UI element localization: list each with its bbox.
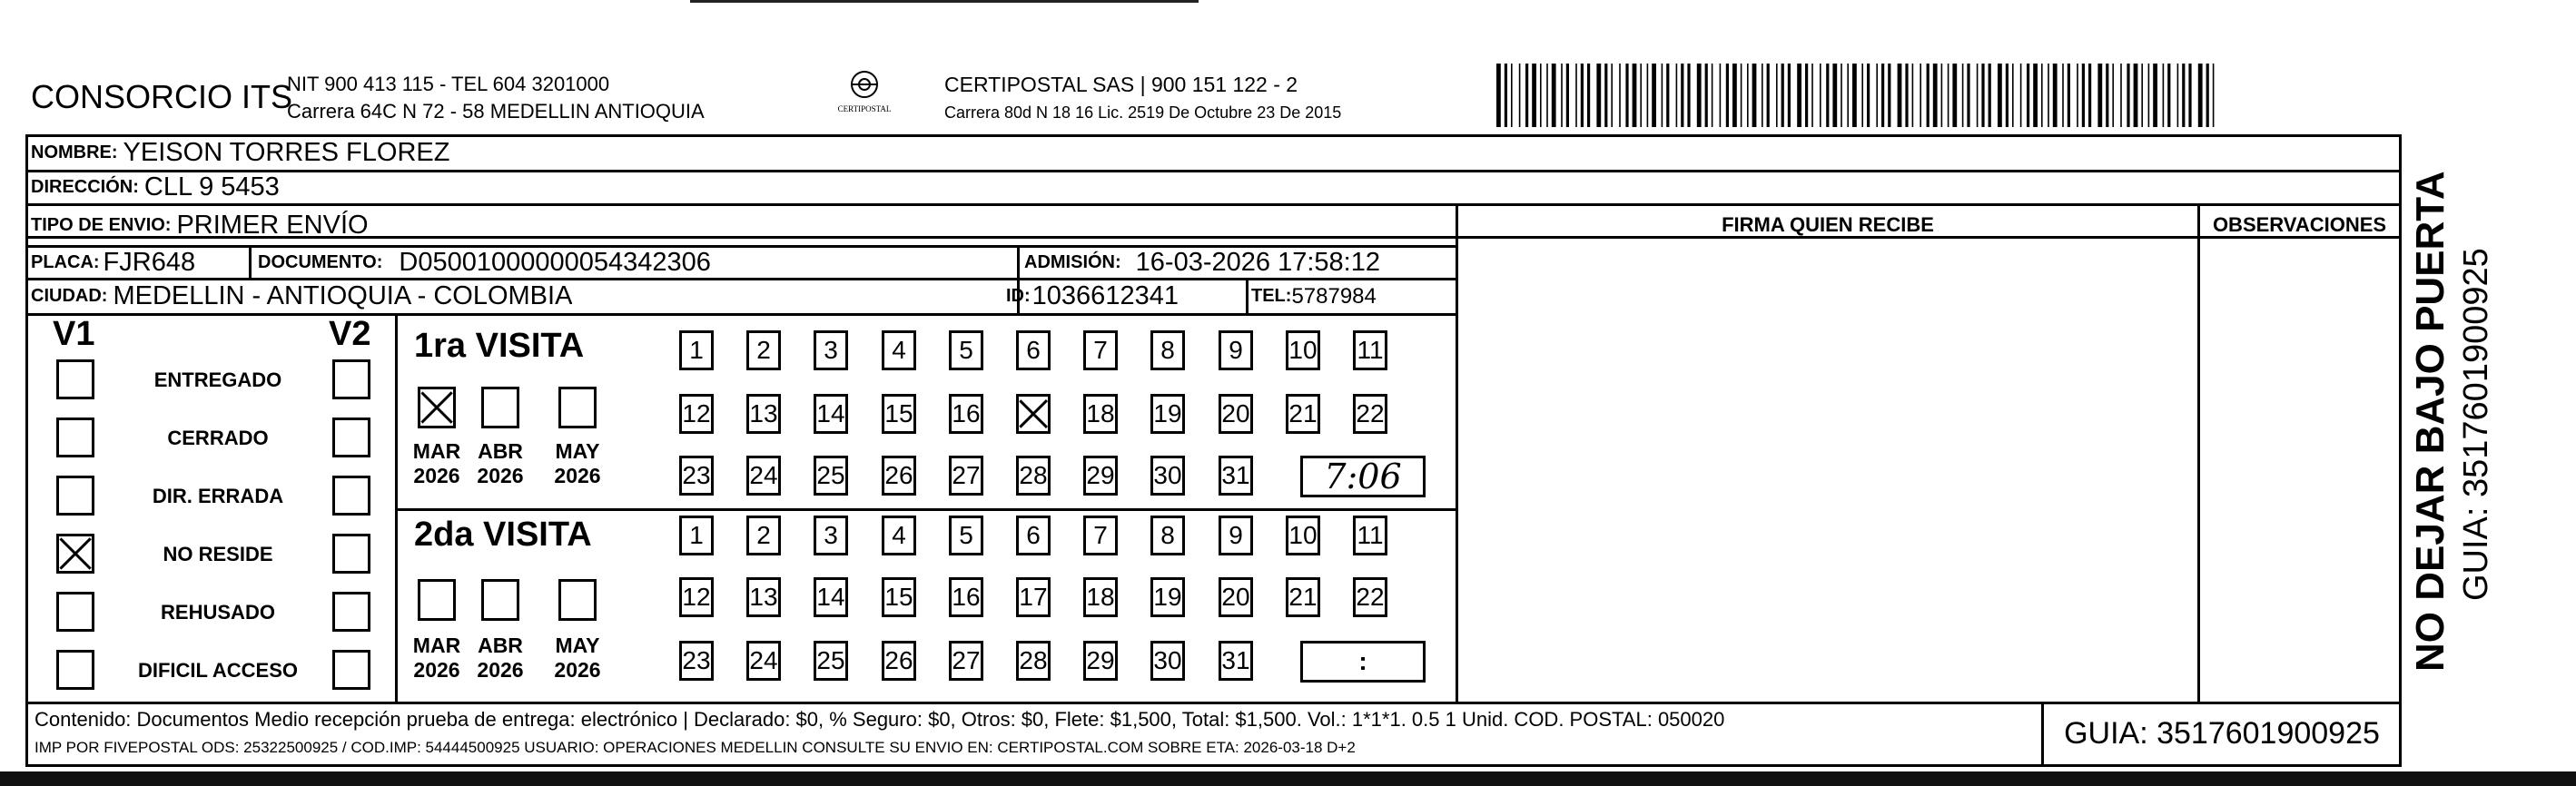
barcode-bar <box>1687 64 1690 127</box>
barcode-bar <box>1898 64 1902 127</box>
tipo-envio-label: TIPO DE ENVIO: <box>31 214 172 235</box>
visit2-day-box[interactable]: 30 <box>1150 641 1185 681</box>
month-year: 2026 <box>554 464 601 487</box>
barcode-bar <box>1619 64 1621 127</box>
tel-value: 5787984 <box>1291 283 1377 309</box>
v2-checkbox[interactable] <box>332 476 370 516</box>
barcode-bar <box>2053 64 2058 127</box>
barcode-bar <box>1852 64 1857 127</box>
ciudad-label: CIUDAD: <box>31 286 108 306</box>
visit2-day-box[interactable]: 24 <box>746 641 781 681</box>
scan-artifact-bottom <box>0 771 2576 786</box>
v1-checkbox[interactable] <box>56 534 94 574</box>
visit2-day-box[interactable]: 8 <box>1150 516 1185 555</box>
visit2-time-box[interactable] <box>1300 641 1426 683</box>
barcode-bar <box>1941 64 1943 127</box>
barcode-bar <box>2048 64 2049 127</box>
visit1-day-box[interactable]: 31 <box>1219 456 1253 496</box>
barcode-bar <box>1496 64 1501 127</box>
barcode-bar <box>2213 64 2215 127</box>
visit2-day-box[interactable]: 25 <box>814 641 848 681</box>
barcode-bar <box>1752 64 1757 127</box>
visit2-day-box[interactable]: 18 <box>1083 577 1118 617</box>
visit2-day-box[interactable]: 29 <box>1083 641 1118 681</box>
barcode-bar <box>1876 64 1878 127</box>
visit1-day-box[interactable]: 13 <box>746 394 781 434</box>
barcode-bar <box>1952 64 1957 127</box>
v2-checkbox[interactable] <box>332 592 370 632</box>
visit2-day-box[interactable]: 9 <box>1219 516 1253 555</box>
visit2-month-checkbox[interactable] <box>481 579 519 621</box>
barcode-bar <box>1511 64 1513 127</box>
visit1-month-label <box>546 439 609 488</box>
barcode-bar <box>2041 64 2043 127</box>
visit2-day-box[interactable]: 5 <box>949 516 983 555</box>
visit1-day-box[interactable]: 15 <box>882 394 916 434</box>
company-address: Carrera 64C N 72 - 58 MEDELLIN ANTIOQUIA <box>287 100 705 123</box>
barcode-bar <box>2012 64 2014 127</box>
visit1-month-checkbox[interactable] <box>481 387 519 428</box>
admision-value: 16-03-2026 17:58:12 <box>1135 247 1380 277</box>
month-year: 2026 <box>413 464 460 487</box>
nombre-row <box>31 136 449 170</box>
barcode-bar <box>1933 64 1938 127</box>
barcode-bar <box>1867 64 1870 127</box>
barcode-bar <box>1920 64 1921 127</box>
barcode-bar <box>1776 64 1778 127</box>
v2-checkbox[interactable] <box>332 418 370 457</box>
barcode-bar <box>1781 64 1784 127</box>
visit2-day-box[interactable]: 3 <box>814 516 848 555</box>
visit1-day-box[interactable]: 30 <box>1150 456 1185 496</box>
visit2-day-box[interactable]: 10 <box>1286 516 1320 555</box>
barcode-bar <box>1575 64 1577 127</box>
side-guia: GUIA: 3517601900925 <box>2457 248 2495 601</box>
visit2-day-box[interactable]: 28 <box>1016 641 1051 681</box>
month-year: 2026 <box>554 658 601 682</box>
visit2-day-box[interactable]: 19 <box>1150 577 1185 617</box>
visit1-day-box[interactable]: 7 <box>1083 330 1118 370</box>
barcode-bar <box>1611 64 1613 127</box>
barcode-bar <box>1697 64 1702 127</box>
nombre-label: NOMBRE: <box>31 142 118 162</box>
visit1-month-label <box>405 439 469 488</box>
visit1-day-box[interactable]: 5 <box>949 330 983 370</box>
visit2-month-checkbox[interactable] <box>418 579 456 621</box>
visit1-day-box[interactable]: 16 <box>949 394 983 434</box>
visit1-day-box[interactable]: 12 <box>679 394 714 434</box>
visit1-day-box[interactable]: 28 <box>1016 456 1051 496</box>
barcode-bar <box>2148 64 2150 127</box>
company-nit: NIT 900 413 115 - TEL 604 3201000 <box>287 73 610 95</box>
visit1-day-box[interactable]: 14 <box>814 394 848 434</box>
month-name: MAY <box>555 439 600 463</box>
barcode-bar <box>2141 64 2143 127</box>
visit2-time: : <box>1358 647 1367 675</box>
barcode-bar <box>1927 64 1930 127</box>
barcode-bar <box>1998 64 2002 127</box>
visit2-day-box[interactable]: 21 <box>1286 577 1320 617</box>
v2-checkbox[interactable] <box>332 534 370 574</box>
visit1-day-box[interactable]: 11 <box>1353 330 1387 370</box>
id-label: ID: <box>1006 286 1031 306</box>
barcode-bar <box>1625 64 1628 127</box>
visit1-day-box[interactable]: 18 <box>1083 394 1118 434</box>
barcode-bar <box>1732 64 1737 127</box>
barcode-bar <box>1788 64 1791 127</box>
placa-cell <box>31 247 195 278</box>
barcode-bar <box>2062 64 2064 127</box>
barcode-bar <box>1540 64 1542 127</box>
visit2-day-box[interactable]: 6 <box>1016 516 1051 555</box>
visit1-day-box[interactable]: 3 <box>814 330 848 370</box>
visit1-day-box[interactable] <box>1016 394 1051 434</box>
footer-contenido: Contenido: Documentos Medio recepción prueba de entrega: electrónico | Declarado: $0, % Seguro: $0, Otros: $0, Flete: $1,500, Total: $1,500. Vol.: 1*1*1. 0.5 1 Unid. COD. POSTAL: 050020 <box>35 708 1725 731</box>
firma-header <box>1458 205 2197 245</box>
visit2-month-label <box>469 634 532 683</box>
barcode-bar <box>2167 64 2170 127</box>
month-name: ABR <box>478 634 523 657</box>
barcode-bar <box>1811 64 1813 127</box>
barcode-bar <box>1912 64 1914 127</box>
month-name: ABR <box>478 439 523 463</box>
barcode-bar <box>1676 64 1678 127</box>
month-name: MAR <box>412 439 461 463</box>
visit1-day-box[interactable]: 6 <box>1016 330 1051 370</box>
footer-guia-cell <box>2045 703 2399 764</box>
visit2-day-box[interactable]: 27 <box>949 641 983 681</box>
visit2-day-box[interactable]: 13 <box>746 577 781 617</box>
barcode-bar <box>1581 64 1584 127</box>
visit1-title: 1ra VISITA <box>414 327 585 365</box>
visit1-day-box[interactable]: 10 <box>1286 330 1320 370</box>
v2-checkbox[interactable] <box>332 359 370 399</box>
visit2-title: 2da VISITA <box>414 516 592 554</box>
barcode-bar <box>2088 64 2091 127</box>
logo-text: CERTIPOSTAL <box>837 104 892 113</box>
barcode-bar <box>1767 64 1770 127</box>
visit1-day-box[interactable]: 1 <box>679 330 714 370</box>
visit2-day-box[interactable]: 31 <box>1219 641 1253 681</box>
admision-cell <box>1024 247 1380 278</box>
barcode-bar <box>1604 64 1607 127</box>
ciudad-cell <box>31 280 572 313</box>
barcode-bar <box>1705 64 1708 127</box>
v2-checkbox[interactable] <box>332 650 370 690</box>
barcode-bar <box>1633 64 1637 127</box>
visit2-month-label <box>405 634 469 683</box>
nombre-value: YEISON TORRES FLOREZ <box>123 138 450 167</box>
visit2-day-box[interactable]: 12 <box>679 577 714 617</box>
status-label: DIR. ERRADA <box>152 485 284 507</box>
barcode-bar <box>2120 64 2122 127</box>
v1-checkbox[interactable] <box>56 592 94 632</box>
visit1-day-box[interactable]: 20 <box>1219 394 1253 434</box>
barcode-bar <box>1977 64 1979 127</box>
barcode-bar <box>1532 64 1536 127</box>
visit2-month-checkbox[interactable] <box>558 579 597 621</box>
visit1-day-box[interactable]: 26 <box>882 456 916 496</box>
month-name: MAY <box>555 634 600 657</box>
barcode-bar <box>1832 64 1837 127</box>
barcode-bar <box>1905 64 1908 127</box>
firma-header-text: FIRMA QUIEN RECIBE <box>1722 213 1934 236</box>
side-no-dejar: NO DEJAR BAJO PUERTA <box>2408 171 2453 672</box>
barcode-svg <box>1496 64 2223 127</box>
footer-imp: IMP POR FIVEPOSTAL ODS: 25322500925 / COD.IMP: 54444500925 USUARIO: OPERACIONES MEDELLIN CONSULTE SU ENVIO EN: CERTIPOSTAL.COM SOBRE ETA: 2026-03-18 D+2 <box>35 739 1356 756</box>
observaciones-header-text: OBSERVACIONES <box>2212 213 2387 236</box>
company-name: CONSORCIO ITS <box>31 78 293 115</box>
v1-checkbox[interactable] <box>56 476 94 516</box>
visit2-day-box[interactable]: 2 <box>746 516 781 555</box>
id-value: 1036612341 <box>1031 281 1179 310</box>
direccion-label: DIRECCIÓN: <box>31 177 139 197</box>
barcode-bar <box>1741 64 1742 127</box>
barcode-bar <box>1561 64 1563 127</box>
status-label: NO RESIDE <box>163 543 273 565</box>
visit1-day-box[interactable]: 22 <box>1353 394 1387 434</box>
barcode-bar <box>1881 64 1884 127</box>
visit1-month-checkbox[interactable] <box>558 387 597 428</box>
barcode-bar <box>2127 64 2129 127</box>
barcode-bar <box>2112 64 2114 127</box>
certipostal-line2: Carrera 80d N 18 16 Lic. 2519 De Octubre 23 De 2015 <box>944 103 1342 122</box>
barcode-bar <box>1681 64 1683 127</box>
barcode-bar <box>1962 64 1964 127</box>
visit1-month-label <box>469 439 532 488</box>
visit1-day-box[interactable]: 4 <box>882 330 916 370</box>
visit2-day-box[interactable]: 22 <box>1353 577 1387 617</box>
scan-artifact-top <box>690 0 1199 3</box>
month-year: 2026 <box>413 658 460 682</box>
barcode-bar <box>1652 64 1656 127</box>
barcode-bar <box>1762 64 1763 127</box>
barcode-bar <box>1720 64 1722 127</box>
documento-label: DOCUMENTO: <box>258 251 383 272</box>
status-label: CERRADO <box>167 427 269 449</box>
barcode-bar <box>1989 64 1991 127</box>
direccion-value: CLL 9 5453 <box>143 172 280 201</box>
barcode-bar <box>2106 64 2108 127</box>
observaciones-header <box>2200 205 2399 245</box>
visit2-day-box[interactable]: 14 <box>814 577 848 617</box>
barcode-bar <box>1981 64 1984 127</box>
barcode-bar <box>1861 64 1863 127</box>
barcode-bar <box>1505 64 1507 127</box>
v2-header: V2 <box>329 315 371 353</box>
footer-guia: GUIA: 3517601900925 <box>2064 716 2380 751</box>
barcode-bar <box>1841 64 1842 127</box>
visit2-day-box[interactable]: 15 <box>882 577 916 617</box>
visit2-month-label <box>546 634 609 683</box>
visit1-day-box[interactable]: 21 <box>1286 394 1320 434</box>
certipostal-line1: CERTIPOSTAL SAS | 900 151 122 - 2 <box>944 73 1298 96</box>
visit1-day-box[interactable]: 9 <box>1219 330 1253 370</box>
visit1-time: 7:06 <box>1324 457 1402 496</box>
barcode-bar <box>1797 64 1801 127</box>
barcode-bar <box>1552 64 1556 127</box>
status-label: ENTREGADO <box>153 368 282 391</box>
visit1-month-checkbox[interactable] <box>418 387 456 428</box>
barcode-bar <box>2027 64 2029 127</box>
barcode-bar <box>1967 64 1969 127</box>
barcode-bar <box>2082 64 2085 127</box>
barcode-bar <box>2177 64 2179 127</box>
barcode-bar <box>2077 64 2078 127</box>
barcode-bar <box>2206 64 2209 127</box>
tipo-envio-value: PRIMER ENVÍO <box>176 210 369 240</box>
barcode-bar <box>1948 64 1949 127</box>
ciudad-value: MEDELLIN - ANTIOQUIA - COLOMBIA <box>113 281 573 310</box>
visit1-time-box[interactable] <box>1300 456 1426 497</box>
status-label: DIFICIL ACCESO <box>137 659 298 682</box>
placa-value: FJR648 <box>103 247 196 277</box>
barcode-bar <box>1525 64 1528 127</box>
v1-header: V1 <box>53 315 95 353</box>
barcode-bar <box>1647 64 1649 127</box>
admision-label: ADMISIÓN: <box>1024 251 1121 272</box>
visit1-day-box[interactable]: 19 <box>1150 394 1185 434</box>
visit1-day-box[interactable]: 23 <box>679 456 714 496</box>
visit1-day-box[interactable]: 8 <box>1150 330 1185 370</box>
status-label: REHUSADO <box>161 601 275 624</box>
month-year: 2026 <box>477 464 524 487</box>
barcode-bar <box>1587 64 1590 127</box>
barcode-bar <box>1519 64 1521 127</box>
certipostal-logo <box>828 69 901 123</box>
visit2-day-box[interactable]: 16 <box>949 577 983 617</box>
certipostal-logo-icon <box>846 69 883 100</box>
barcode-bar <box>2182 64 2185 127</box>
barcode-bar <box>2033 64 2038 127</box>
barcode-bar <box>1566 64 1569 127</box>
visit2-day-box[interactable]: 1 <box>679 516 714 555</box>
visit1-day-box[interactable]: 2 <box>746 330 781 370</box>
barcode-bar <box>1640 64 1642 127</box>
month-name: MAR <box>412 634 461 657</box>
barcode-bar <box>1546 64 1548 127</box>
direccion-row <box>31 172 280 203</box>
barcode-bar <box>2163 64 2165 127</box>
visit2-day-box[interactable]: 17 <box>1016 577 1051 617</box>
placa-label: PLACA: <box>31 251 100 272</box>
visit2-day-box[interactable]: 11 <box>1353 516 1387 555</box>
visit2-day-box[interactable]: 26 <box>882 641 916 681</box>
month-year: 2026 <box>477 658 524 682</box>
v1-checkbox[interactable] <box>56 359 94 399</box>
v1-checkbox[interactable] <box>56 650 94 690</box>
barcode-bar <box>1666 64 1669 127</box>
documento-value: D05001000000054342306 <box>399 247 711 277</box>
visit2-day-box[interactable]: 23 <box>679 641 714 681</box>
barcode-bar <box>1820 64 1821 127</box>
barcode-bar <box>2097 64 2102 127</box>
barcode-bar <box>1712 64 1713 127</box>
id-cell <box>1006 280 1179 313</box>
barcode-bar <box>1596 64 1601 127</box>
barcode-bar <box>1726 64 1729 127</box>
barcode-bar <box>1662 64 1663 127</box>
barcode-bar <box>1826 64 1829 127</box>
barcode-bar <box>2188 64 2191 127</box>
barcode-bar <box>2198 64 2203 127</box>
tipo-envio-row <box>31 209 369 241</box>
visit1-day-box[interactable]: 29 <box>1083 456 1118 496</box>
barcode-bar <box>2020 64 2022 127</box>
barcode-bar <box>1805 64 1808 127</box>
visit2-day-box[interactable]: 7 <box>1083 516 1118 555</box>
barcode-bar <box>1888 64 1890 127</box>
barcode-bar <box>2006 64 2008 127</box>
documento-cell <box>258 247 711 278</box>
visit2-day-box[interactable]: 20 <box>1219 577 1253 617</box>
visit1-day-box[interactable]: 25 <box>814 456 848 496</box>
tel-label: TEL: <box>1251 286 1292 306</box>
visit1-day-box[interactable]: 27 <box>949 456 983 496</box>
barcode <box>1496 64 2223 127</box>
barcode-bar <box>2153 64 2157 127</box>
visit1-day-box[interactable]: 24 <box>746 456 781 496</box>
barcode-bar <box>2134 64 2138 127</box>
barcode-bar <box>1747 64 1749 127</box>
barcode-bar <box>2068 64 2070 127</box>
v1-checkbox[interactable] <box>56 418 94 457</box>
tel-cell <box>1251 280 1377 313</box>
barcode-bar <box>1847 64 1849 127</box>
visit2-day-box[interactable]: 4 <box>882 516 916 555</box>
